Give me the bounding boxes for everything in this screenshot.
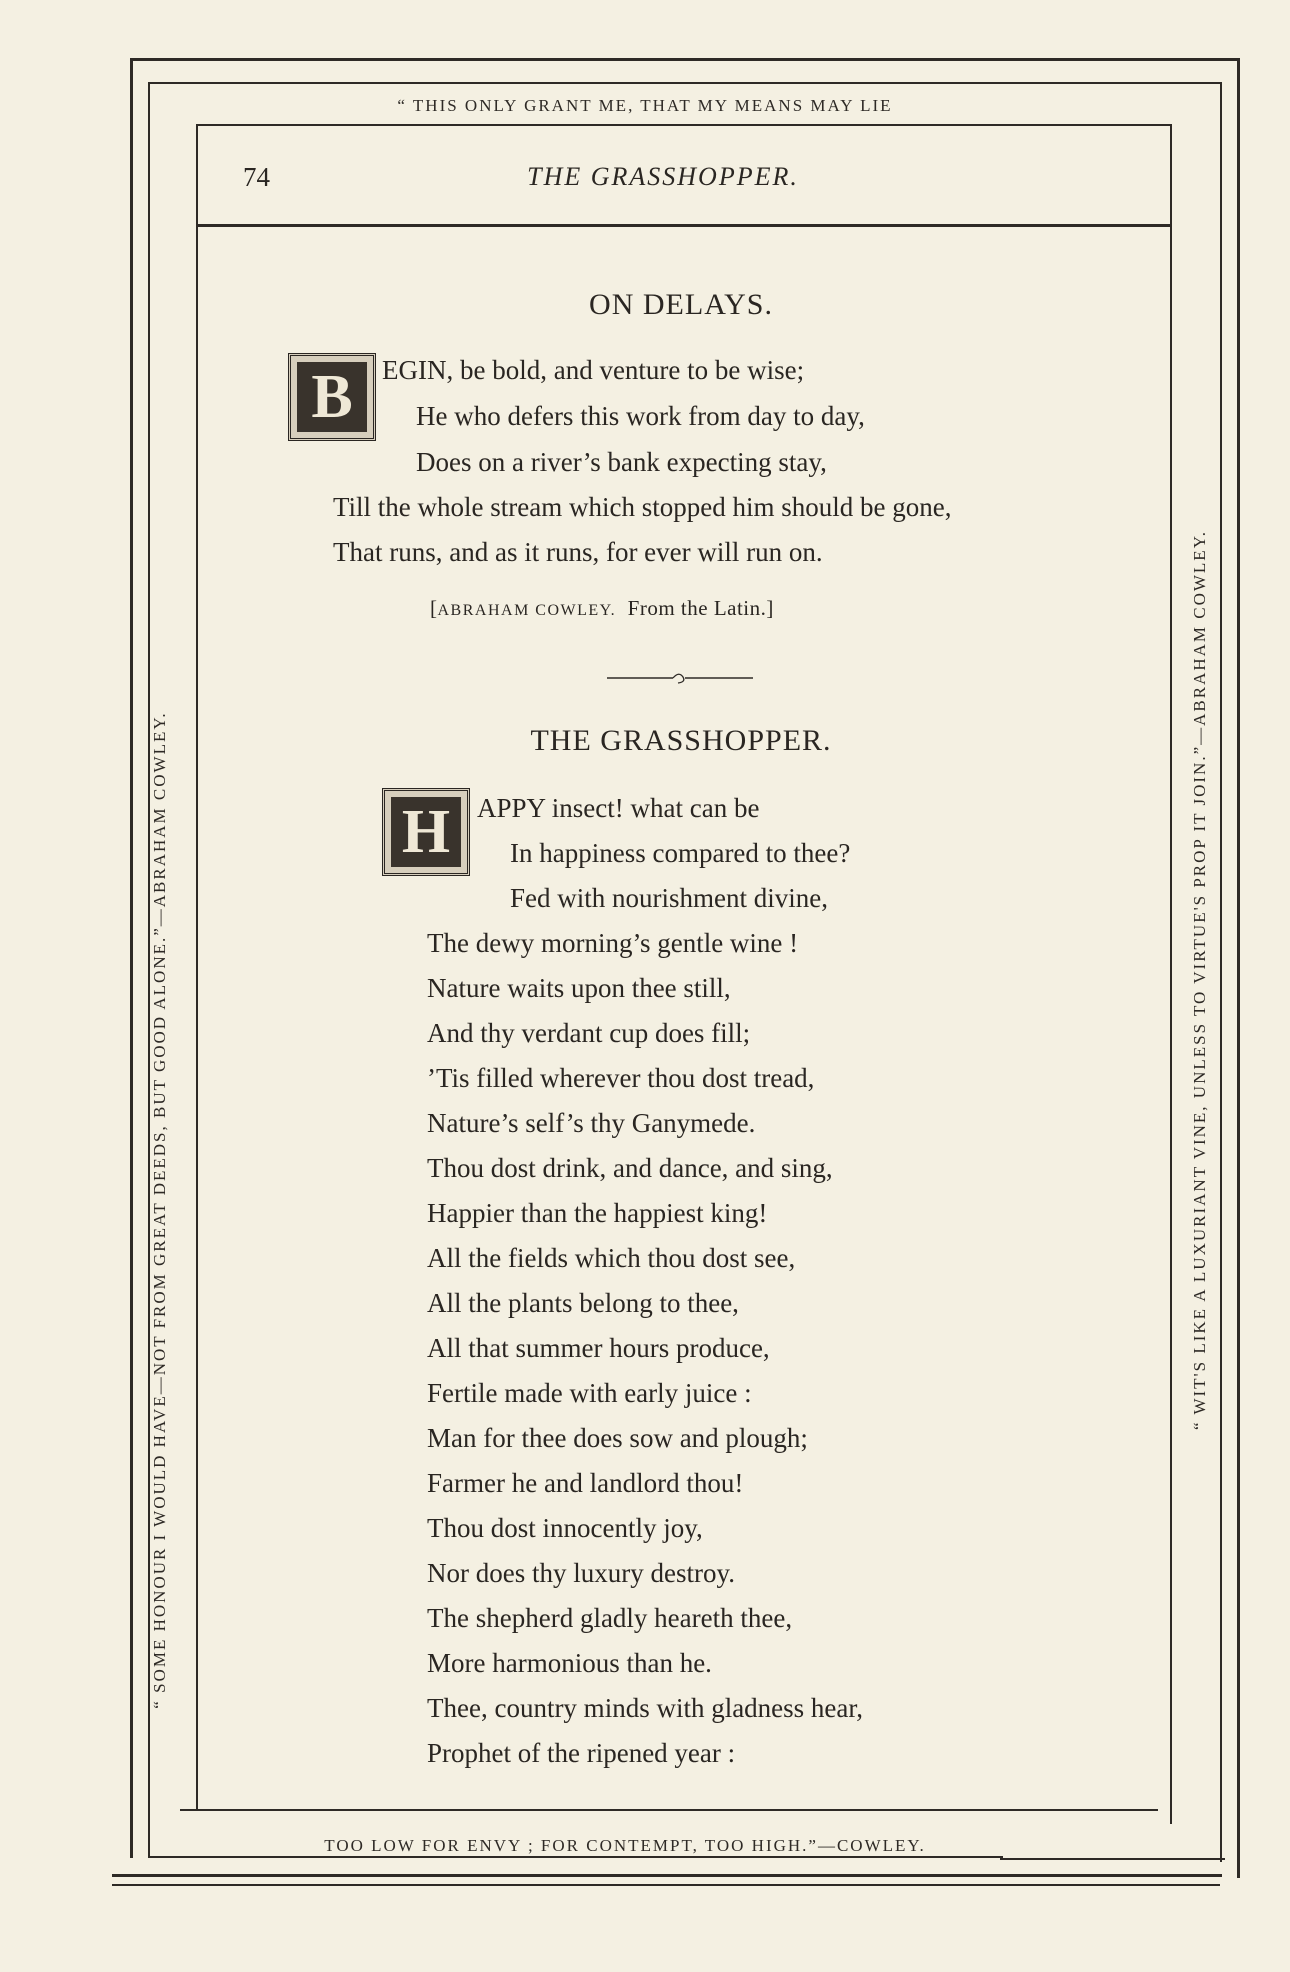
citation-author: ABRAHAM COWLEY. <box>437 602 617 619</box>
dropcap-h <box>382 788 470 876</box>
right-border-quote: “ WIT'S LIKE A LUXURIANT VINE, UNLESS TO VIRTUE'S PROP IT JOIN.”—ABRAHAM COWLEY. <box>1190 529 1209 1431</box>
poem2-line: The shepherd gladly heareth thee, <box>427 1603 793 1633</box>
poem2-line: Nature’s self’s thy Ganymede. <box>427 1108 756 1138</box>
header-rule <box>196 224 1171 227</box>
citation-open: [ <box>430 596 438 620</box>
poem-title-on-delays: ON DELAYS. <box>589 288 773 321</box>
poem2-line: Fertile made with early juice : <box>427 1378 752 1408</box>
inner-frame-top <box>148 82 1222 84</box>
poem2-line: Thou dost drink, and dance, and sing, <box>427 1153 833 1183</box>
poem2-line: All that summer hours produce, <box>427 1333 770 1363</box>
outer-frame-bottom <box>112 1874 1222 1877</box>
top-border-quote: “ THIS ONLY GRANT ME, THAT MY MEANS MAY LIE <box>397 96 893 115</box>
poem2-line: In happiness compared to thee? <box>510 838 851 868</box>
poem1-line: Till the whole stream which stopped him should be gone, <box>333 492 952 522</box>
poem2-line: ’Tis filled wherever thou dost tread, <box>427 1063 815 1093</box>
outer-frame-right <box>1237 58 1240 1878</box>
poem2-line: Nature waits upon thee still, <box>427 973 731 1003</box>
poem2-line: Man for thee does sow and plough; <box>427 1423 808 1453</box>
left-border-quote: “ SOME HONOUR I WOULD HAVE—NOT FROM GREAT DEEDS, BUT GOOD ALONE.”—ABRAHAM COWLEY. <box>150 711 169 1709</box>
inner-frame-right <box>1220 82 1222 1862</box>
poem1-line: Does on a river’s bank expecting stay, <box>416 447 827 477</box>
poem1-line: He who defers this work from day to day, <box>416 401 865 431</box>
poem2-line: Prophet of the ripened year : <box>427 1738 736 1768</box>
dropcap-b-letter: B <box>297 362 368 433</box>
citation-source: From the Latin.] <box>627 596 774 620</box>
text-block-right <box>1170 124 1172 1824</box>
poem2-line: Thou dost innocently joy, <box>427 1513 703 1543</box>
text-block-bottom <box>180 1809 1158 1811</box>
poem2-line: All the plants belong to thee, <box>427 1288 739 1318</box>
section-divider <box>605 666 755 690</box>
dropcap-b <box>288 353 376 441</box>
inner-frame-bottom <box>148 1856 1003 1858</box>
poem2-line: And thy verdant cup does fill; <box>427 1018 751 1048</box>
text-block-top <box>196 124 1171 126</box>
poem2-line: More harmonious than he. <box>427 1648 712 1678</box>
outer-frame-top <box>130 58 1237 61</box>
outer-frame-bottom-2 <box>112 1884 1220 1886</box>
poem2-line: APPY insect! what can be <box>477 793 760 823</box>
outer-frame-extension <box>1000 1858 1225 1860</box>
poem2-line: Nor does thy luxury destroy. <box>427 1558 735 1588</box>
poem1-line: That runs, and as it runs, for ever will run on. <box>333 537 823 567</box>
bottom-border-quote: TOO LOW FOR ENVY ; FOR CONTEMPT, TOO HIGH.”—COWLEY. <box>324 1836 926 1855</box>
poem-title-grasshopper: THE GRASSHOPPER. <box>530 724 832 757</box>
poem2-line: Happier than the happiest king! <box>427 1198 768 1228</box>
poem2-line: Thee, country minds with gladness hear, <box>427 1693 864 1723</box>
dropcap-h-letter: H <box>391 797 462 868</box>
poem2-line: Fed with nourishment divine, <box>510 883 828 913</box>
poem1-line: EGIN, be bold, and venture to be wise; <box>382 355 805 385</box>
running-title: THE GRASSHOPPER. <box>527 162 799 191</box>
poem2-line: The dewy morning’s gentle wine ! <box>427 928 799 958</box>
text-block-left <box>196 124 198 1809</box>
page-number: 74 <box>243 162 270 192</box>
poem1-citation <box>430 596 774 621</box>
poem2-line: Farmer he and landlord thou! <box>427 1468 744 1498</box>
poem2-line: All the fields which thou dost see, <box>427 1243 796 1273</box>
outer-frame-left <box>130 58 133 1858</box>
